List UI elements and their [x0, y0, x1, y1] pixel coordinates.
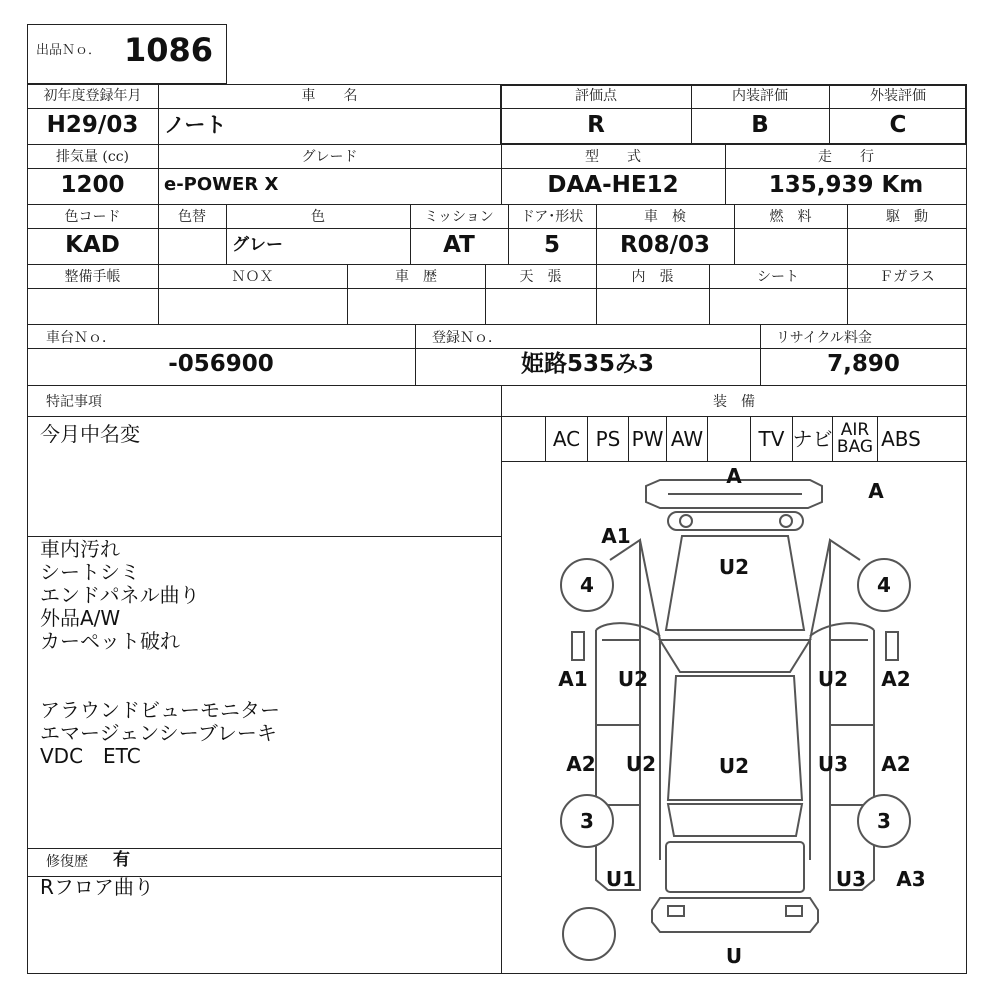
equipment-label: 装 備 [713, 394, 755, 410]
equipment-abs [878, 416, 924, 461]
equipment-pw [629, 416, 667, 461]
equipment-airbag [833, 416, 878, 461]
equipment-blank-1 [501, 416, 546, 461]
model-code-label: 型 式 [585, 149, 641, 165]
recycle-fee-value: 7,890 [827, 351, 900, 377]
interior-trim-label: 内 張 [631, 269, 674, 285]
model-code-value: DAA-HE12 [547, 172, 679, 198]
registration-number-value: 姫路535み3 [520, 351, 654, 377]
fuel-label: 燃 料 [769, 209, 812, 225]
first-registration-label: 初年度登録年月 [43, 88, 142, 104]
exterior-rating-value: C [889, 112, 907, 138]
registration-number-label: 登録Ｎｏ． [432, 330, 502, 346]
equipment-label-tv: TV [758, 426, 785, 451]
inspection-label: 車 検 [644, 209, 686, 225]
repair-history-value: 有 [113, 850, 130, 870]
first-registration-value: H29/03 [46, 112, 139, 138]
equipment-tv [751, 416, 793, 461]
special-notes-main: 今月中名変 [40, 422, 140, 446]
displacement-value: 1200 [60, 172, 125, 198]
mark-door-front-left: U2 [617, 667, 649, 691]
front-glass-label: Ｆガラス [879, 269, 935, 285]
special-notes-details: 車内汚れ シートシミ エンドパネル曲り 外品A/W カーペット破れ アラウンドビューモニター エマージェンシーブレーキ VDC ETC [40, 537, 280, 768]
color-code-value: KAD [65, 232, 120, 258]
headliner-label: 天 張 [519, 269, 562, 285]
spare-tire [563, 908, 615, 960]
maintenance-book-label: 整備手帳 [64, 269, 121, 285]
color-code-label: 色コード [64, 209, 121, 225]
mark-rear-right: A3 [896, 867, 926, 891]
mark-front-right: A [868, 479, 884, 503]
mark-front: A [726, 464, 742, 488]
lot-label: 出品Ｎｏ． [36, 43, 102, 58]
mark-door-rear-right: U3 [817, 752, 849, 776]
mark-quarter-left: U1 [605, 867, 637, 891]
car-name-label: 車 名 [301, 88, 358, 104]
equipment-label-ac: AC [552, 426, 581, 451]
color-value: グレー [232, 235, 283, 255]
equipment-navi [793, 416, 833, 461]
mark-door-front-right: U2 [817, 667, 849, 691]
equipment-ac [546, 416, 588, 461]
repaint-label: 色替 [178, 209, 206, 225]
score-label: 評価点 [575, 88, 617, 104]
mark-rocker-right: A2 [881, 752, 911, 776]
transmission-value: AT [443, 232, 475, 258]
drive-label: 駆 動 [886, 209, 928, 225]
repair-history-label: 修復歴 [46, 854, 88, 870]
mark-rocker-left: A2 [566, 752, 596, 776]
special-notes-label: 特記事項 [46, 394, 102, 410]
mark-wheel-rr: 3 [877, 809, 891, 833]
transmission-label: ミッション [424, 209, 494, 225]
recycle-fee-label: リサイクル料金 [776, 330, 873, 346]
repair-note: Rフロア曲り [40, 875, 154, 899]
interior-rating-label: 内装評価 [732, 88, 788, 104]
mileage-label: 走 行 [818, 149, 874, 165]
inspection-value: R08/03 [619, 232, 711, 258]
mark-fender-right: A2 [881, 667, 911, 691]
mark-rear: U [725, 944, 743, 968]
exterior-rating-label: 外装評価 [870, 88, 926, 104]
equipment-label-navi: ナビ [792, 426, 833, 451]
lot-number: 1086 [124, 31, 214, 69]
mark-fender-left: A1 [558, 667, 588, 691]
mark-roof: U2 [718, 754, 750, 778]
equipment-blank-2 [708, 416, 751, 461]
chassis-number-label: 車台Ｎｏ． [46, 330, 116, 346]
seat-label: シート [757, 269, 799, 285]
equipment-label-abs: ABS [881, 426, 921, 451]
equipment-label-pw: PW [631, 426, 664, 451]
mark-wheel-rl: 3 [580, 809, 594, 833]
chassis-number-value: -056900 [168, 351, 274, 377]
interior-rating-value: B [751, 112, 769, 138]
mileage-value: 135,939 Km [768, 172, 924, 198]
score-value: R [587, 112, 605, 138]
mark-a-pillar-left: A1 [601, 524, 631, 548]
mark-hood: U2 [718, 555, 750, 579]
car-name-value: ノート [164, 113, 227, 137]
displacement-label: 排気量 (cc) [55, 149, 130, 165]
color-label: 色 [311, 209, 325, 225]
equipment-aw [667, 416, 708, 461]
equipment-ps [588, 416, 629, 461]
nox-label: ＮＯＸ [231, 269, 274, 285]
equipment-row [501, 416, 967, 461]
vehicle-history-label: 車 歴 [395, 269, 437, 285]
mark-wheel-fl: 4 [580, 573, 594, 597]
equipment-label-airbag: AIR BAG [836, 419, 874, 457]
grade-label: グレード [301, 149, 358, 165]
car-condition-diagram [501, 461, 967, 974]
mark-wheel-fr: 4 [877, 573, 891, 597]
door-value: 5 [543, 232, 560, 258]
grade-value: e-POWER X [164, 174, 279, 195]
equipment-label-ps: PS [595, 426, 621, 451]
equipment-label-aw: AW [670, 426, 704, 451]
mark-quarter-right: U3 [835, 867, 867, 891]
door-shape-label: ドア･形状 [520, 209, 584, 225]
mark-door-rear-left: U2 [625, 752, 657, 776]
